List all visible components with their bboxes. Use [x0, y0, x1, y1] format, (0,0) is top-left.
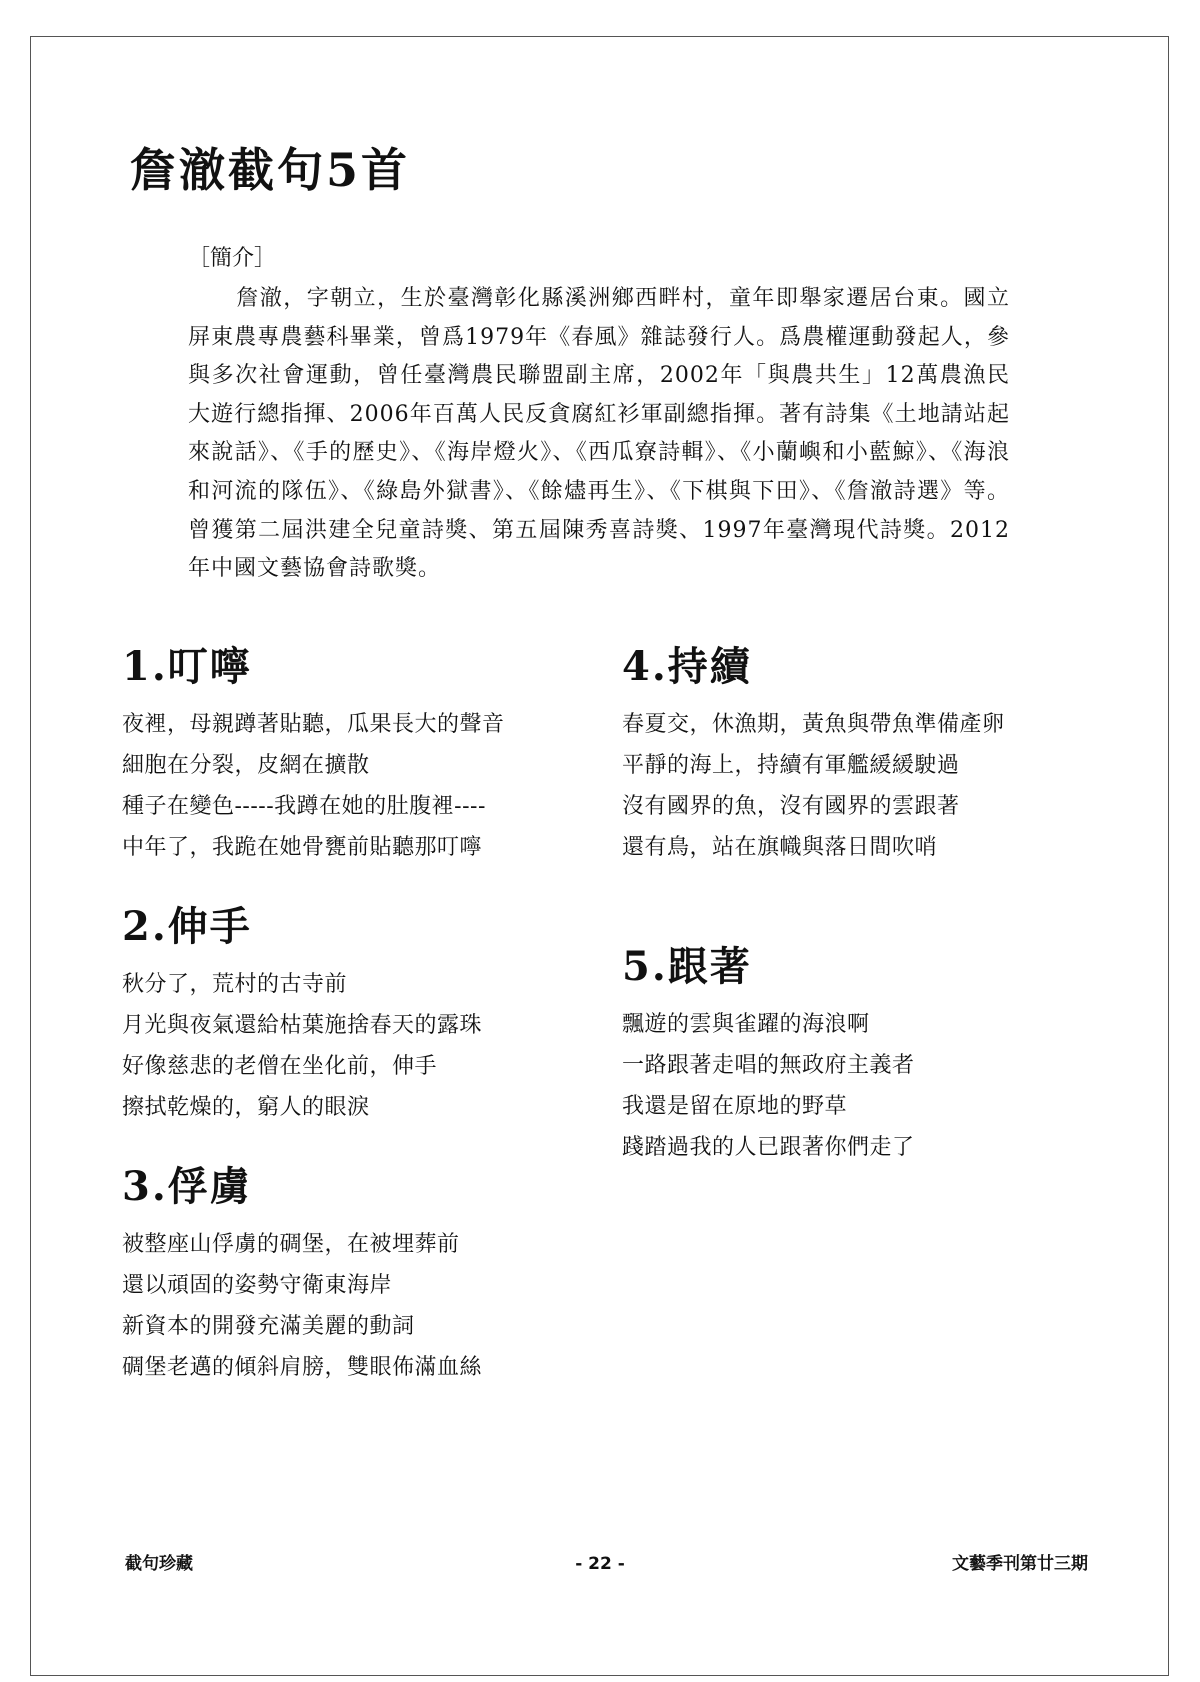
poem-line: 還有鳥，站在旗幟與落日間吹哨: [622, 835, 938, 860]
poem-line: 好像慈悲的老僧在坐化前，伸手: [122, 1054, 438, 1079]
poem-line: 細胞在分裂，皮網在擴散: [122, 753, 370, 778]
poem-line: 中年了，我跪在她骨甕前貼聽那叮嚀: [122, 835, 483, 860]
intro-body: 詹澈，字朝立，生於臺灣彰化縣溪洲鄉西畔村，童年即舉家遷居台東。國立屏東農專農藝科畢業，曾爲1979年《春風》雜誌發行人。爲農權運動發起人，參與多次社會運動，曾任臺灣農民聯盟副主席，2002年「與農共生」12萬農漁民大遊行總指揮、2006年百萬人民反貪腐紅衫軍副總指揮。著有詩集《土地請站起來說話》、《手的歷史》、《海岸燈火》、《西瓜寮詩輯》、《小蘭嶼和小藍鯨》、《海浪和河流的隊伍》、《綠島外獄書》、《餘燼再生》、《下棋與下田》、《詹澈詩選》等。曾獲第二屆洪建全兒童詩獎、第五屆陳秀喜詩獎、1997年臺灣現代詩獎。2012年中國文藝協會詩歌獎。: [188, 286, 1010, 582]
poem-5: [622, 942, 1092, 1168]
poem-line: 被整座山俘虜的碉堡，在被埋葬前: [122, 1232, 460, 1257]
poem-3: [122, 1162, 592, 1388]
poem-line: 我還是留在原地的野草: [622, 1094, 848, 1119]
poem-title: 2.伸手: [122, 903, 252, 950]
poem-line: 新資本的開發充滿美麗的動詞: [122, 1314, 415, 1339]
footer-publication: 文藝季刊第廿三期: [952, 1554, 1088, 1574]
poem-4: [622, 642, 1092, 868]
poem-1: [122, 642, 592, 868]
footer-page-number: - 22 -: [575, 1554, 625, 1574]
poem-line: 踐踏過我的人已跟著你們走了: [622, 1135, 915, 1160]
poem-title: 1.叮嚀: [122, 643, 252, 690]
poem-line: 月光與夜氣還給枯葉施捨春天的露珠: [122, 1013, 483, 1038]
poem-title: 4.持續: [622, 643, 752, 690]
poem-line: 平靜的海上，持續有軍艦緩緩駛過: [622, 753, 960, 778]
poem-line: 夜裡，母親蹲著貼聽，瓜果長大的聲音: [122, 712, 505, 737]
poem-2: [122, 902, 592, 1128]
poem-line: 沒有國界的魚，沒有國界的雲跟著: [622, 794, 960, 819]
footer-section-name: 截句珍藏: [125, 1554, 193, 1574]
intro-heading: ［簡介］: [188, 246, 277, 271]
poem-line: 秋分了，荒村的古寺前: [122, 972, 348, 997]
article-title: 詹澈截句5首: [130, 143, 411, 197]
poem-line: 種子在變色-----我蹲在她的肚腹裡----: [122, 794, 486, 819]
poem-line: 還以頑固的姿勢守衛東海岸: [122, 1273, 393, 1298]
poem-line: 一路跟著走唱的無政府主義者: [622, 1053, 915, 1078]
poem-title: 3.俘虜: [122, 1163, 252, 1210]
poem-title: 5.跟著: [622, 943, 752, 990]
poem-line: 飄遊的雲與雀躍的海浪啊: [622, 1012, 870, 1037]
poem-line: 碉堡老邁的傾斜肩膀，雙眼佈滿血絲: [122, 1355, 483, 1380]
poem-line: 春夏交，休漁期，黃魚與帶魚準備產卵: [622, 712, 1005, 737]
poem-line: 擦拭乾燥的，窮人的眼淚: [122, 1095, 370, 1120]
